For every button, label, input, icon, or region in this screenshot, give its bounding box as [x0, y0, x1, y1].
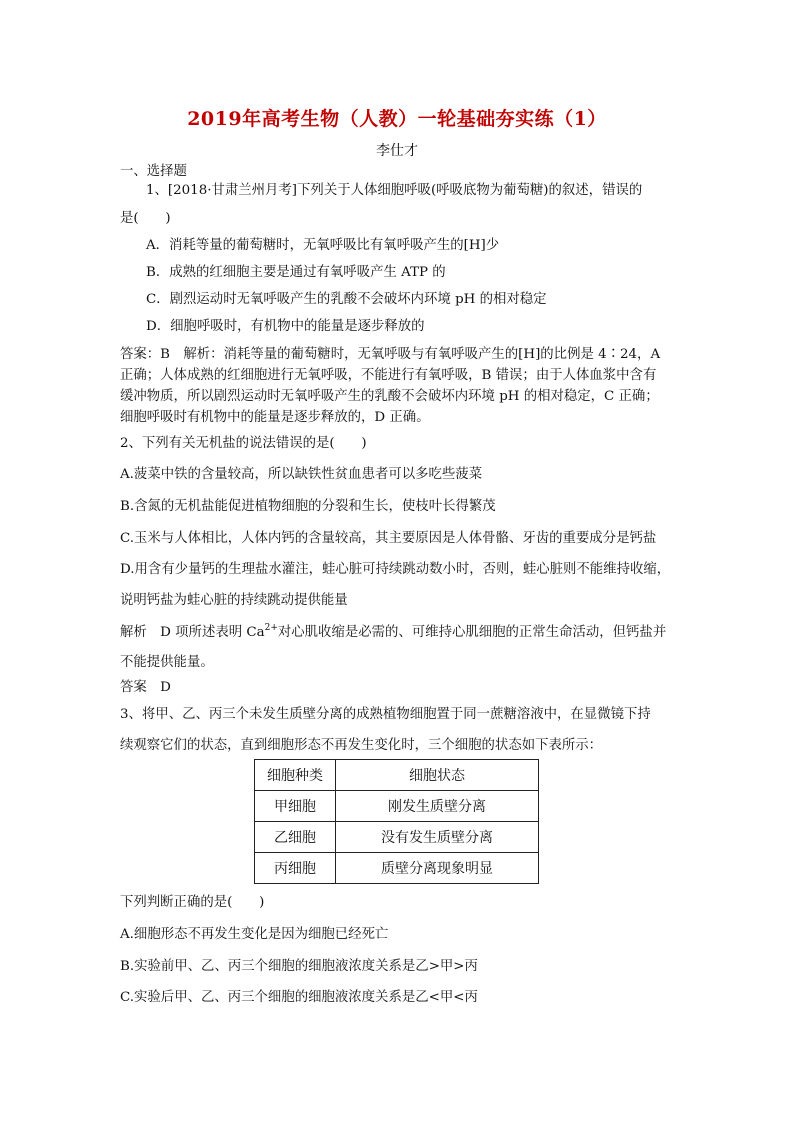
table-cell: 没有发生质壁分离	[336, 822, 539, 853]
table-cell: 丙细胞	[255, 853, 336, 884]
q1-option-d: D．细胞呼吸时，有机物中的能量是逐步释放的	[146, 319, 425, 334]
q2-analysis-text-post: 对心肌收缩是必需的、可维持心肌细胞的正常生命活动，但钙盐并	[277, 625, 667, 640]
q2-option-c: C.玉米与人体相比，人体内钙的含量较高，其主要原因是人体骨骼、牙齿的重要成分是钙盐	[120, 531, 657, 546]
q1-answer-line-4: 细胞呼吸时有机物中的能量是逐步释放的，D 正确。	[120, 410, 430, 425]
q2-option-a: A.菠菜中铁的含量较高，所以缺铁性贫血患者可以多吃些菠菜	[120, 467, 483, 482]
q1-stem-line-1: 1、[2018·甘肃兰州月考]下列关于人体细胞呼吸(呼吸底物为葡萄糖)的叙述，错误的	[146, 183, 643, 198]
q1-option-a: A．消耗等量的葡萄糖时，无氧呼吸比有氧呼吸产生的[H]少	[146, 238, 500, 253]
table-header-row	[255, 760, 539, 791]
q1-answer-line-1: 答案：B 解析：消耗等量的葡萄糖时，无氧呼吸与有氧呼吸产生的[H]的比例是 4∶24，A	[120, 347, 661, 362]
q1-option-c: C．剧烈运动时无氧呼吸产生的乳酸不会破坏内环境 pH 的相对稳定	[146, 292, 547, 307]
q2-option-d-line-2: 说明钙盐为蛙心脏的持续跳动提供能量	[120, 593, 348, 608]
q1-answer-line-3: 缓冲物质，所以剧烈运动时无氧呼吸产生的乳酸不会破坏内环境 pH 的相对稳定，C 正确；	[120, 389, 659, 404]
q2-answer: 答案 D	[120, 680, 171, 695]
cell-state-table	[254, 759, 539, 884]
table-cell: 刚发生质壁分离	[336, 791, 539, 822]
q2-option-d-line-1: D.用含有少量钙的生理盐水灌注，蛙心脏可持续跳动数小时，否则，蛙心脏则不能维持收缩，	[120, 562, 671, 577]
q2-analysis-superscript: 2+	[264, 623, 278, 633]
table-header-cell: 细胞状态	[336, 760, 539, 791]
table-row	[255, 853, 539, 884]
q2-option-b: B.含氮的无机盐能促进植物细胞的分裂和生长，使枝叶长得繁茂	[120, 499, 496, 514]
q3-stem-line-2: 续观察它们的状态，直到细胞形态不再发生变化时，三个细胞的状态如下表所示：	[120, 738, 603, 753]
q2-analysis-text-pre: 解析 D 项所述表明 Ca	[120, 625, 265, 640]
table-row	[255, 791, 539, 822]
q3-question: 下列判断正确的是( )	[120, 895, 265, 910]
section-heading: 一、选择题	[120, 164, 187, 179]
table-row	[255, 822, 539, 853]
table-cell: 乙细胞	[255, 822, 336, 853]
page-title: 2019年高考生物（人教）一轮基础夯实练（1）	[187, 108, 607, 130]
q2-analysis-line-1	[120, 624, 666, 643]
table-cell: 质壁分离现象明显	[336, 853, 539, 884]
q1-answer-line-2: 正确；人体成熟的红细胞进行无氧呼吸，不能进行有氧呼吸，B 错误；由于人体血浆中含有	[120, 368, 657, 383]
table-cell: 甲细胞	[255, 791, 336, 822]
q1-stem-line-2: 是( )	[120, 211, 171, 226]
author-name: 李仕才	[376, 143, 418, 159]
q3-option-b: B.实验前甲、乙、丙三个细胞的细胞液浓度关系是乙>甲>丙	[120, 959, 478, 974]
q2-stem: 2、下列有关无机盐的说法错误的是( )	[120, 436, 367, 451]
q2-analysis-line-2: 不能提供能量。	[120, 655, 214, 670]
q3-option-a: A.细胞形态不再发生变化是因为细胞已经死亡	[120, 927, 389, 942]
q3-option-c: C.实验后甲、乙、丙三个细胞的细胞液浓度关系是乙<甲<丙	[120, 990, 478, 1005]
table-header-cell: 细胞种类	[255, 760, 336, 791]
q1-option-b: B．成熟的红细胞主要是通过有氧呼吸产生 ATP 的	[146, 265, 446, 280]
q3-stem-line-1: 3、将甲、乙、丙三个未发生质壁分离的成熟植物细胞置于同一蔗糖溶液中，在显微镜下持	[120, 707, 651, 722]
